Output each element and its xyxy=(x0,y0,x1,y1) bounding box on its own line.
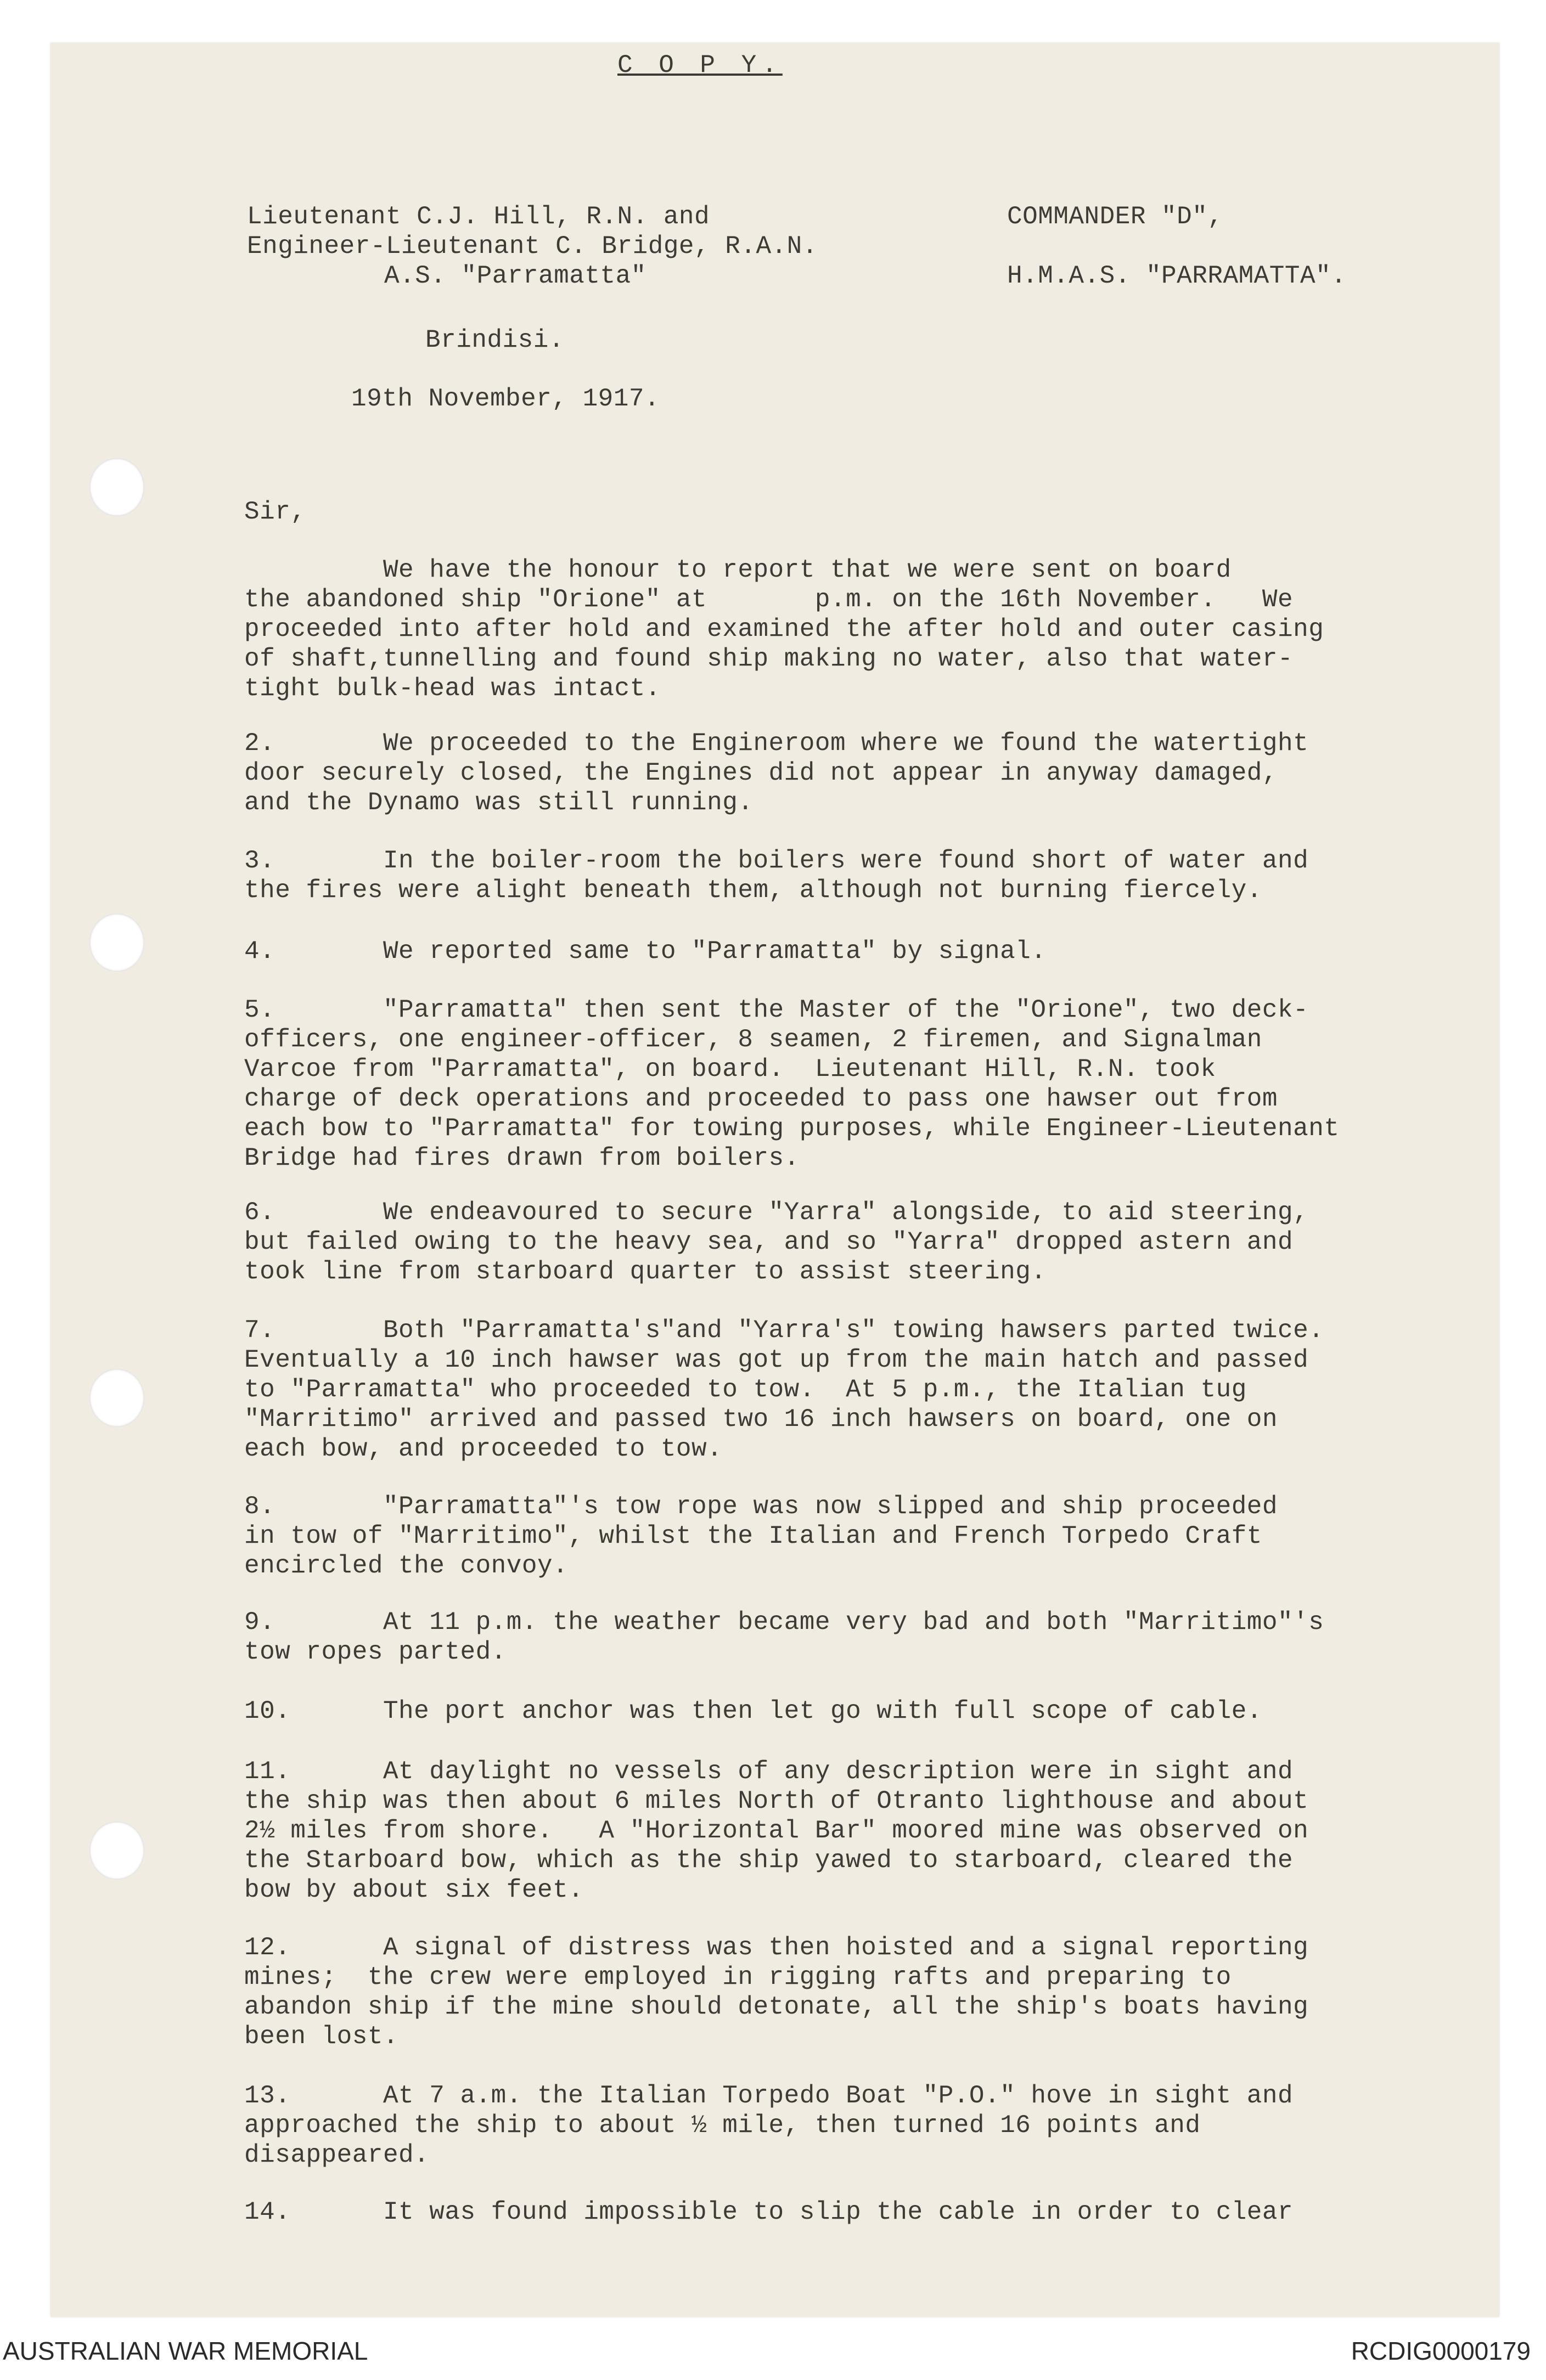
paragraph-12: 12. A signal of distress was then hoisted and a signal reporting mines; the crew were employed in rigging rafts and preparing to abandon ship if the mine should detonate, all the ship's boats having been lost. xyxy=(244,1933,1309,2051)
salutation: Sir, xyxy=(244,498,306,526)
paragraph-9: 9. At 11 p.m. the weather became very bad and both "Marritimo"'s tow ropes parted. xyxy=(244,1608,1324,1666)
footer-reference-id: RCDIG0000179 xyxy=(1351,2337,1531,2365)
paragraph-13: 13. At 7 a.m. the Italian Torpedo Boat "P.O." hove in sight and approached the ship to about ½ mile, then turned 16 points and disappeared. xyxy=(244,2082,1294,2169)
to-line-1: COMMANDER "D", xyxy=(1007,202,1223,231)
paragraph-3: 3. In the boiler-room the boilers were found short of water and the fires were alight beneath them, although not burning fiercely. xyxy=(244,847,1309,905)
paragraph-7: 7. Both "Parramatta's"and "Yarra's" towing hawsers parted twice. Eventually a 10 inch hawser was got up from the main hatch and passed to "Parramatta" who proceeded to tow. At 5 p.m., the Italian tug "Marritimo" arrived and passed two 16 inch hawsers on board, one on each bow, and proceeded to tow. xyxy=(244,1316,1324,1463)
paragraph-11: 11. At daylight no vessels of any description were in sight and the ship was then about 6 miles North of Otranto lighthouse and about 2½ miles from shore. A "Horizontal Bar" moored mine was observed on the Starboard bow, which as the ship yawed to starboard, cleared the bow by about six feet. xyxy=(244,1757,1309,1904)
paragraph-6: 6. We endeavoured to secure "Yarra" alongside, to aid steering, but failed owing to the heavy sea, and so "Yarra" dropped astern and took line from starboard quarter to assist steering. xyxy=(244,1198,1309,1286)
copy-heading: C O P Y. xyxy=(617,51,783,80)
from-line-3: A.S. "Parramatta" xyxy=(384,262,646,290)
paragraph-8: 8. "Parramatta"'s tow rope was now slipped and ship proceeded in tow of "Marritimo", whilst the Italian and French Torpedo Craft encircled the convoy. xyxy=(244,1492,1278,1580)
place: Brindisi. xyxy=(425,326,564,354)
footer-archive-name: AUSTRALIAN WAR MEMORIAL xyxy=(3,2337,368,2365)
paragraph-2: 2. We proceeded to the Engineroom where we found the watertight door securely closed, the Engines did not appear in anyway damaged, and the Dynamo was still running. xyxy=(244,729,1309,817)
date: 19th November, 1917. xyxy=(351,385,660,413)
punch-hole xyxy=(89,913,144,972)
punch-hole xyxy=(89,1821,144,1880)
to-line-3: H.M.A.S. "PARRAMATTA". xyxy=(1007,262,1347,290)
from-line-2: Engineer-Lieutenant C. Bridge, R.A.N. xyxy=(247,232,818,261)
paragraph-10: 10. The port anchor was then let go with full scope of cable. xyxy=(244,1697,1262,1725)
paragraph-intro: We have the honour to report that we were sent on board the abandoned ship "Orione" at p.m. on the 16th November. We proceeded into after hold and examined the after hold and outer casing of shaft,tunnelling and found ship making no water, also that water- tight bulk-head was intact. xyxy=(244,556,1324,703)
from-line-1: Lieutenant C.J. Hill, R.N. and xyxy=(247,202,710,231)
punch-hole xyxy=(89,1369,144,1427)
paragraph-5: 5. "Parramatta" then sent the Master of the "Orione", two deck- officers, one engineer-officer, 8 seamen, 2 firemen, and Signalman Varcoe from "Parramatta", on board. Lieutenant Hill, R.N. took charge of deck operations and proceeded to pass one hawser out from each bow to "Parramatta" for towing purposes, while Engineer-Lieutenant Bridge had fires drawn from boilers. xyxy=(244,996,1340,1172)
paragraph-4: 4. We reported same to "Parramatta" by signal. xyxy=(244,937,1047,966)
punch-hole xyxy=(89,458,144,516)
paragraph-14: 14. It was found impossible to slip the cable in order to clear xyxy=(244,2198,1294,2226)
